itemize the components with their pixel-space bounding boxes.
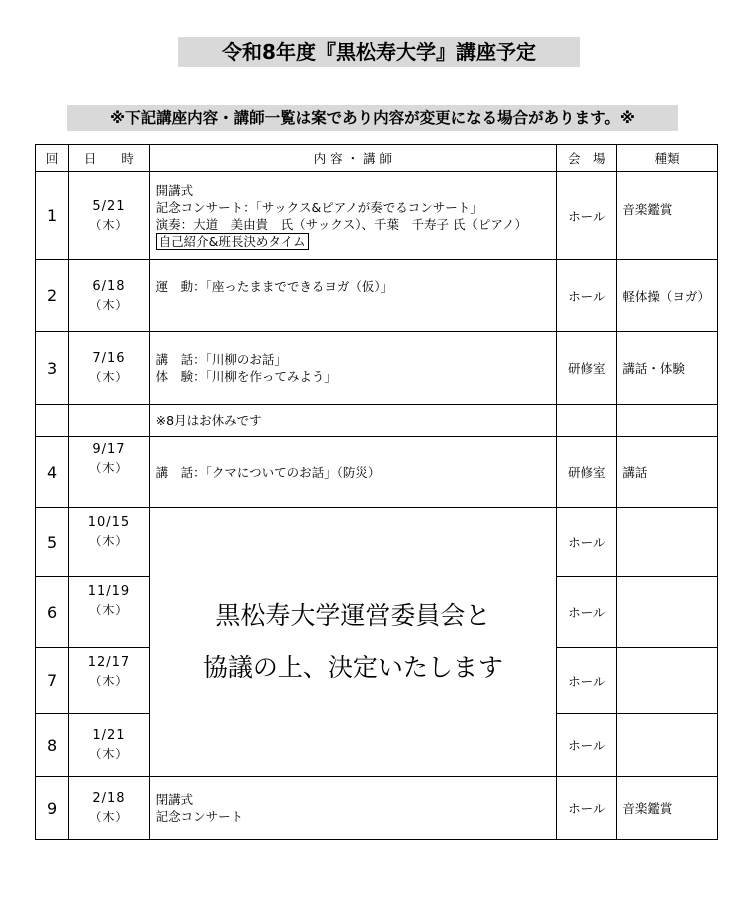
date-value: 9/17 (92, 442, 126, 457)
day-of-week: （木） (89, 370, 129, 384)
content-line: 体 験：「川柳を作ってみよう」 (155, 369, 337, 384)
session-content (149, 437, 556, 508)
table-row (36, 172, 718, 260)
day-of-week: （木） (89, 747, 129, 761)
date-value: 12/17 (87, 655, 131, 670)
session-number: 9 (36, 777, 69, 840)
session-type (617, 508, 718, 577)
session-venue: ホール (557, 260, 617, 332)
session-type (617, 577, 718, 648)
date-value: 2/18 (92, 791, 126, 806)
day-of-week: （木） (89, 461, 129, 475)
date-value: 6/18 (92, 278, 126, 294)
tbd-line-2: 協議の上、決定いたします (202, 653, 503, 682)
day-of-week: （木） (89, 297, 129, 312)
date-value: 11/19 (87, 584, 131, 599)
session-date (69, 577, 149, 648)
content-line: 運 動：「座ったままでできるヨガ（仮）」 (155, 279, 394, 294)
session-date (69, 332, 149, 405)
table-row-note (36, 405, 718, 437)
session-date (69, 508, 149, 577)
session-content (149, 332, 556, 405)
header-content: 内 容 ・ 講 師 (149, 145, 556, 172)
tbd-line-1: 黒松寿大学運営委員会と (215, 601, 491, 630)
content-line: 開講式 (155, 182, 194, 198)
session-venue: ホール (557, 714, 617, 777)
session-content (149, 172, 556, 260)
table-row (36, 777, 718, 840)
table-header-row (36, 145, 718, 172)
session-venue: ホール (557, 508, 617, 577)
content-line: 記念コンサート：「サックス&ピアノが奏でるコンサート」 (155, 199, 483, 215)
header-date: 日 時 (69, 145, 149, 172)
content-line: 記念コンサート (155, 809, 244, 824)
empty-cell (617, 405, 718, 437)
day-of-week: （木） (89, 603, 129, 617)
session-venue: ホール (557, 577, 617, 648)
session-number: 7 (36, 648, 69, 714)
session-type (617, 714, 718, 777)
date-value: 7/16 (92, 351, 126, 366)
content-line: 演奏：大道 美由貴 氏（サックス）、千葉 千寿子 氏（ピアノ） (155, 216, 528, 232)
schedule-table (35, 144, 718, 840)
session-date (69, 714, 149, 777)
content-line: 講 話：「川柳のお話」 (155, 352, 287, 367)
date-value: 1/21 (92, 728, 126, 743)
session-type: 音楽鑑賞 (617, 172, 718, 260)
session-number: 8 (36, 714, 69, 777)
session-venue: 研修室 (557, 437, 617, 508)
session-venue: ホール (557, 777, 617, 840)
table-row (36, 260, 718, 332)
session-date (69, 777, 149, 840)
session-type: 音楽鑑賞 (617, 777, 718, 840)
session-venue: 研修室 (557, 332, 617, 405)
content-line: 講 話：「クマについてのお話」（防災） (155, 464, 381, 480)
session-content (149, 260, 556, 332)
header-type: 種類 (617, 145, 718, 172)
change-notice: ※下記講座内容・講師一覧は案であり内容が変更になる場合があります。※ (67, 105, 678, 131)
table-row (36, 508, 718, 577)
table-row (36, 332, 718, 405)
table-row (36, 437, 718, 508)
content-line: 閉講式 (155, 792, 194, 807)
session-date (69, 260, 149, 332)
merged-tbd-message (149, 508, 556, 777)
session-type: 講話 (617, 437, 718, 508)
date-value: 5/21 (92, 198, 126, 214)
document-title: 令和8年度『黒松寿大学』講座予定 (178, 37, 580, 67)
empty-cell (69, 405, 149, 437)
session-number: 4 (36, 437, 69, 508)
empty-cell (36, 405, 69, 437)
session-content (149, 777, 556, 840)
header-venue: 会 場 (557, 145, 617, 172)
day-of-week: （木） (89, 534, 129, 548)
session-date (69, 648, 149, 714)
boxed-content-line: 自己紹介&班長決めタイム (156, 233, 309, 250)
day-of-week: （木） (89, 674, 129, 688)
session-type (617, 648, 718, 714)
session-venue: ホール (557, 172, 617, 260)
session-date (69, 172, 149, 260)
session-number: 6 (36, 577, 69, 648)
session-type: 軽体操（ヨガ） (617, 260, 718, 332)
august-note: ※8月はお休みです (149, 405, 556, 437)
header-no: 回 (36, 145, 69, 172)
session-number: 3 (36, 332, 69, 405)
session-number: 2 (36, 260, 69, 332)
session-number: 1 (36, 172, 69, 260)
day-of-week: （木） (89, 217, 129, 232)
empty-cell (557, 405, 617, 437)
session-number: 5 (36, 508, 69, 577)
session-venue: ホール (557, 648, 617, 714)
date-value: 10/15 (87, 515, 131, 530)
day-of-week: （木） (89, 810, 129, 824)
session-date (69, 437, 149, 508)
session-type: 講話・体験 (617, 332, 718, 405)
